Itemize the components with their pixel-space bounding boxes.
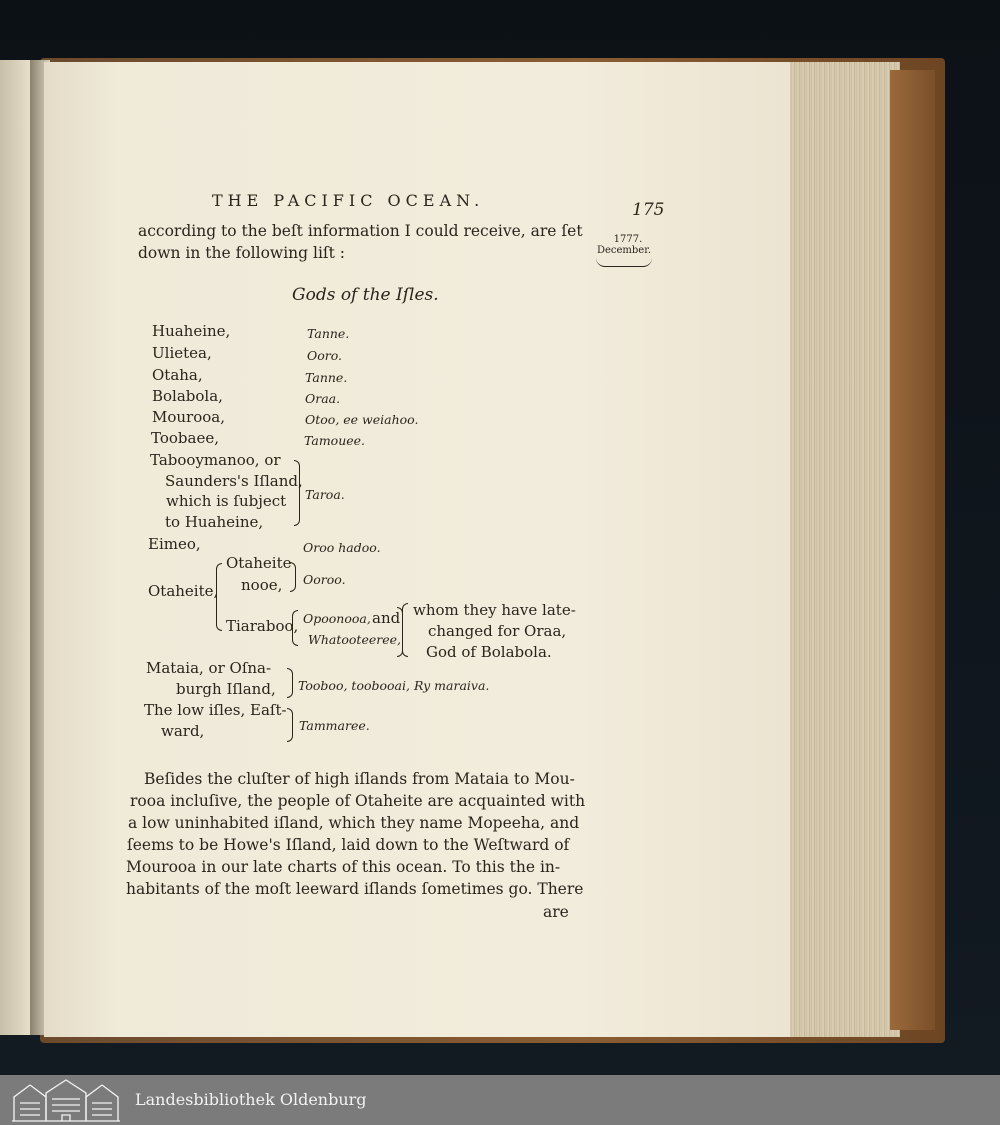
- god-name: Tammaree.: [299, 718, 370, 733]
- isle-name: Tabooymanoo, or: [150, 451, 281, 469]
- isle-name-cont: ward,: [161, 722, 205, 740]
- god-name: Oroo hadoo.: [303, 540, 381, 555]
- god-name: Ooroo.: [303, 572, 346, 587]
- district-name: Tiaraboo,: [226, 617, 299, 635]
- paragraph-line: Beſides the cluſter of high iſlands from Mataia to Mou-: [144, 770, 575, 788]
- list-heading: Gods of the Iſles.: [292, 285, 439, 305]
- god-note: changed for Oraa,: [428, 622, 567, 640]
- isle-name: Ulietea,: [152, 344, 212, 362]
- catchword: are: [543, 903, 569, 921]
- district-name: Otaheite: [226, 554, 292, 572]
- god-name: Tooboo, toobooai, Ry maraiva.: [298, 678, 490, 693]
- paragraph-line: a low uninhabited iſland, which they name Mopeeha, and: [128, 814, 580, 832]
- isle-name: Bolabola,: [152, 387, 223, 405]
- god-name: Oraa.: [305, 391, 341, 406]
- margin-month: December.: [596, 245, 652, 256]
- page-number: 175: [632, 200, 665, 220]
- conjunction: and: [372, 609, 401, 627]
- isle-name-cont: which is ſubject: [166, 492, 287, 510]
- page-edges: [790, 62, 900, 1037]
- left-brace: [292, 610, 298, 646]
- right-brace: [287, 668, 293, 698]
- isle-name-cont: to Huaheine,: [165, 513, 264, 531]
- right-brace: [287, 708, 293, 742]
- library-name: Landesbibliothek Oldenburg: [135, 1090, 367, 1109]
- isle-name: The low iſles, Eaſt-: [144, 701, 287, 719]
- isle-name: Toobaee,: [151, 429, 219, 447]
- god-name: Ooro.: [307, 348, 343, 363]
- running-head: THE PACIFIC OCEAN.: [212, 191, 485, 210]
- right-brace: [294, 460, 300, 526]
- left-brace: [216, 563, 222, 631]
- god-name: Tamouee.: [304, 433, 366, 448]
- left-brace: [402, 603, 408, 657]
- god-name: Whatooteeree,: [308, 632, 401, 647]
- god-name: Tanne.: [307, 326, 350, 341]
- cover-edge: [890, 70, 935, 1030]
- paragraph-line: habitants of the moſt leeward iſlands ſometimes go. There: [126, 880, 584, 898]
- god-name: Tanne.: [305, 370, 348, 385]
- intro-line: down in the following liſt :: [138, 244, 346, 262]
- paragraph-line: ſeems to be Howe's Iſland, laid down to the Weſtward of: [127, 836, 570, 854]
- library-building-icon: [10, 1077, 122, 1123]
- god-name: Otoo, ee weiahoo.: [305, 412, 419, 427]
- isle-name-cont: Saunders's Iſland,: [165, 472, 303, 490]
- god-note: God of Bolabola.: [426, 643, 552, 661]
- district-name-cont: nooe,: [241, 576, 283, 594]
- god-name: Opoonooa,: [303, 611, 371, 626]
- god-note: whom they have late-: [413, 601, 576, 619]
- right-brace: [290, 562, 296, 592]
- paragraph-line: rooa incluſive, the people of Otaheite are acquainted with: [130, 792, 586, 810]
- isle-name: Otaheite,: [148, 582, 219, 600]
- isle-name: Otaha,: [152, 366, 203, 384]
- isle-name: Mourooa,: [152, 408, 225, 426]
- margin-brace: [596, 258, 652, 267]
- isle-name-cont: burgh Iſland,: [176, 680, 276, 698]
- intro-line: according to the beſt information I could receive, are ſet: [138, 222, 583, 240]
- paragraph-line: Mourooa in our late charts of this ocean. To this the in-: [126, 858, 561, 876]
- god-name: Taroa.: [305, 487, 345, 502]
- margin-year: 1777.: [613, 234, 643, 245]
- isle-name: Huaheine,: [152, 322, 231, 340]
- isle-name: Eimeo,: [148, 535, 201, 553]
- isle-name: Mataia, or Oſna-: [146, 659, 272, 677]
